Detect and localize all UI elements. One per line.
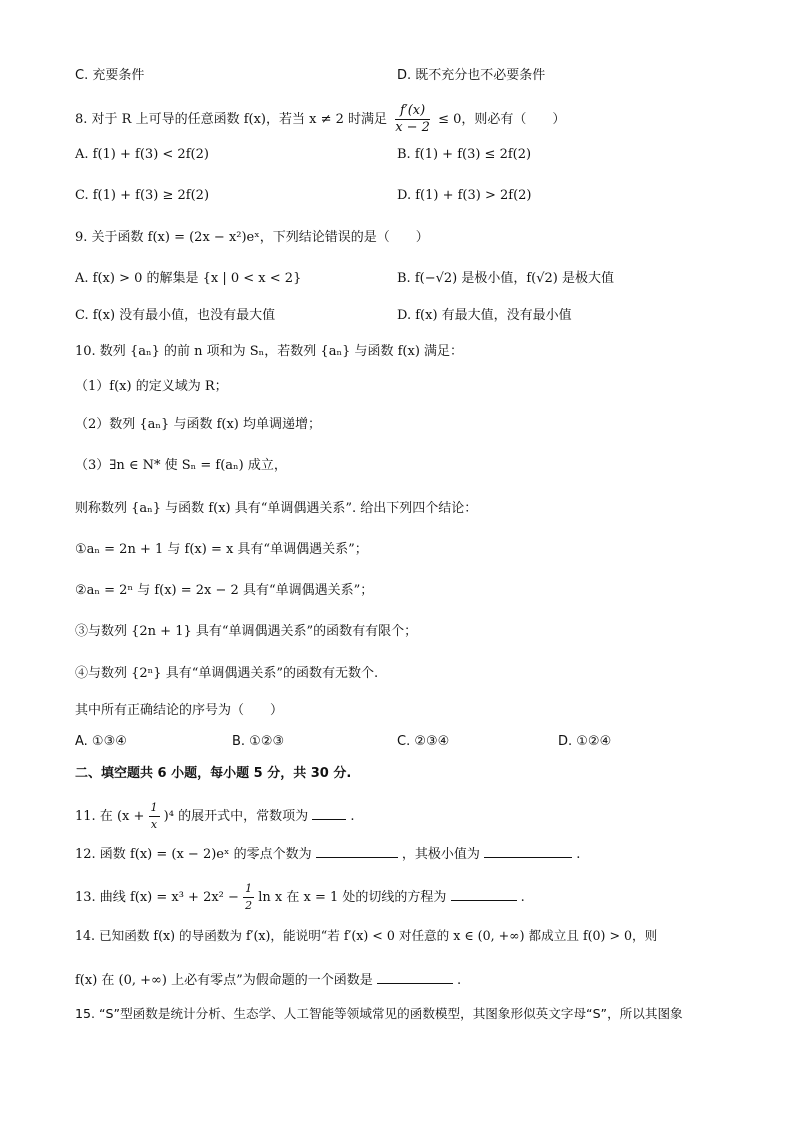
q13-fraction [243, 881, 254, 914]
q11-frac-den: x [150, 818, 158, 831]
q9-option-c: C. f(x) 没有最小值，也没有最大值 [75, 308, 276, 323]
q8-frac-num: f′(x) [395, 103, 430, 120]
q13-part-b: ln x 在 x = 1 处的切线的方程为 [258, 890, 447, 905]
q15-line-1: 15. “S”型函数是统计分析、生态学、人工智能等领域常见的函数模型，其图象形似英文字母“S”，所以其图象 [75, 1006, 683, 1021]
q10-option-a: A. ①③④ [75, 734, 127, 749]
q9-option-b: B. f(−√2) 是极小值，f(√2) 是极大值 [397, 271, 614, 286]
q11 [75, 800, 355, 833]
q13-frac-num: 1 [243, 881, 254, 898]
q8-frac-den: x − 2 [395, 120, 430, 135]
q14-answer-blank[interactable] [377, 969, 453, 984]
q8-stem [75, 103, 565, 136]
q10-condition-1: （1）f(x) 的定义域为 R； [75, 379, 228, 394]
q12-part-b: ，其极小值为 [401, 847, 480, 862]
q12-part-c: . [576, 847, 581, 862]
q11-part-c: . [350, 809, 355, 824]
q10-statement-2: ②aₙ = 2ⁿ 与 f(x) = 2x − 2 具有“单调偶遇关系”； [75, 583, 374, 598]
q7-option-c: C. 充要条件 [75, 68, 145, 83]
q14-line-2-a: f(x) 在 (0, +∞) 上必有零点”为假命题的一个函数是 [75, 973, 373, 988]
q8-option-c: C. f(1) + f(3) ≥ 2f(2) [75, 188, 210, 203]
q11-frac-num: 1 [149, 800, 160, 817]
q10-option-c: C. ②③④ [397, 734, 450, 749]
q13-answer-blank[interactable] [451, 886, 517, 901]
q12-part-a: 12. 函数 f(x) = (x − 2)eˣ 的零点个数为 [75, 847, 312, 862]
q10-stem: 10. 数列 {aₙ} 的前 n 项和为 Sₙ，若数列 {aₙ} 与函数 f(x) 满足： [75, 344, 464, 359]
q10-definition: 则称数列 {aₙ} 与函数 f(x) 具有“单调偶遇关系”. 给出下列四个结论： [75, 501, 478, 516]
q14-line-2-b: . [457, 973, 462, 988]
q13-frac-den: 2 [245, 899, 253, 912]
q8-stem-a: 8. 对于 R 上可导的任意函数 f(x)，若当 x ≠ 2 时满足 [75, 112, 388, 127]
q9-option-a: A. f(x) > 0 的解集是 {x | 0 < x < 2} [75, 271, 302, 286]
q11-part-a: 11. 在 (x + [75, 809, 145, 824]
q8-option-a: A. f(1) + f(3) < 2f(2) [75, 147, 209, 162]
q10-option-b: B. ①②③ [232, 734, 285, 749]
q12-answer-blank-2[interactable] [484, 843, 572, 858]
q10-statement-4: ④与数列 {2ⁿ} 具有“单调偶遇关系”的函数有无数个. [75, 666, 379, 681]
q11-part-b: )⁴ 的展开式中，常数项为 [163, 809, 309, 824]
q8-option-b: B. f(1) + f(3) ≤ 2f(2) [397, 147, 532, 162]
q7-option-d: D. 既不充分也不必要条件 [397, 68, 546, 83]
section-2-title: 二、填空题共 6 小题，每小题 5 分，共 30 分. [75, 766, 352, 781]
q14-line-2 [75, 969, 461, 990]
q8-stem-b: ≤ 0，则必有（ ） [438, 112, 566, 127]
q10-ask: 其中所有正确结论的序号为（ ） [75, 703, 284, 718]
q12-answer-blank-1[interactable] [316, 843, 398, 858]
q11-answer-blank[interactable] [312, 805, 346, 820]
q10-condition-2: （2）数列 {aₙ} 与函数 f(x) 均单调递增； [75, 417, 322, 432]
q13-part-a: 13. 曲线 f(x) = x³ + 2x² − [75, 890, 239, 905]
q10-statement-1: ①aₙ = 2n + 1 与 f(x) = x 具有“单调偶遇关系”； [75, 542, 368, 557]
q8-fraction [395, 103, 430, 136]
q10-condition-3: （3）∃n ∈ N* 使 Sₙ = f(aₙ) 成立， [75, 458, 287, 473]
q13-part-c: . [520, 890, 525, 905]
q13 [75, 881, 525, 914]
q9-stem: 9. 关于函数 f(x) = (2x − x²)eˣ，下列结论错误的是（ ） [75, 230, 429, 245]
q9-option-d: D. f(x) 有最大值，没有最小值 [397, 308, 572, 323]
q14-line-1: 14. 已知函数 f(x) 的导函数为 f′(x)，能说明“若 f′(x) < 0 对任意的 x ∈ (0, +∞) 都成立且 f(0) > 0，则 [75, 928, 658, 943]
q10-statement-3: ③与数列 {2n + 1} 具有“单调偶遇关系”的函数有有限个； [75, 624, 418, 639]
q11-fraction [149, 800, 160, 833]
q10-option-d: D. ①②④ [558, 734, 612, 749]
q12 [75, 843, 580, 864]
q8-option-d: D. f(1) + f(3) > 2f(2) [397, 188, 532, 203]
